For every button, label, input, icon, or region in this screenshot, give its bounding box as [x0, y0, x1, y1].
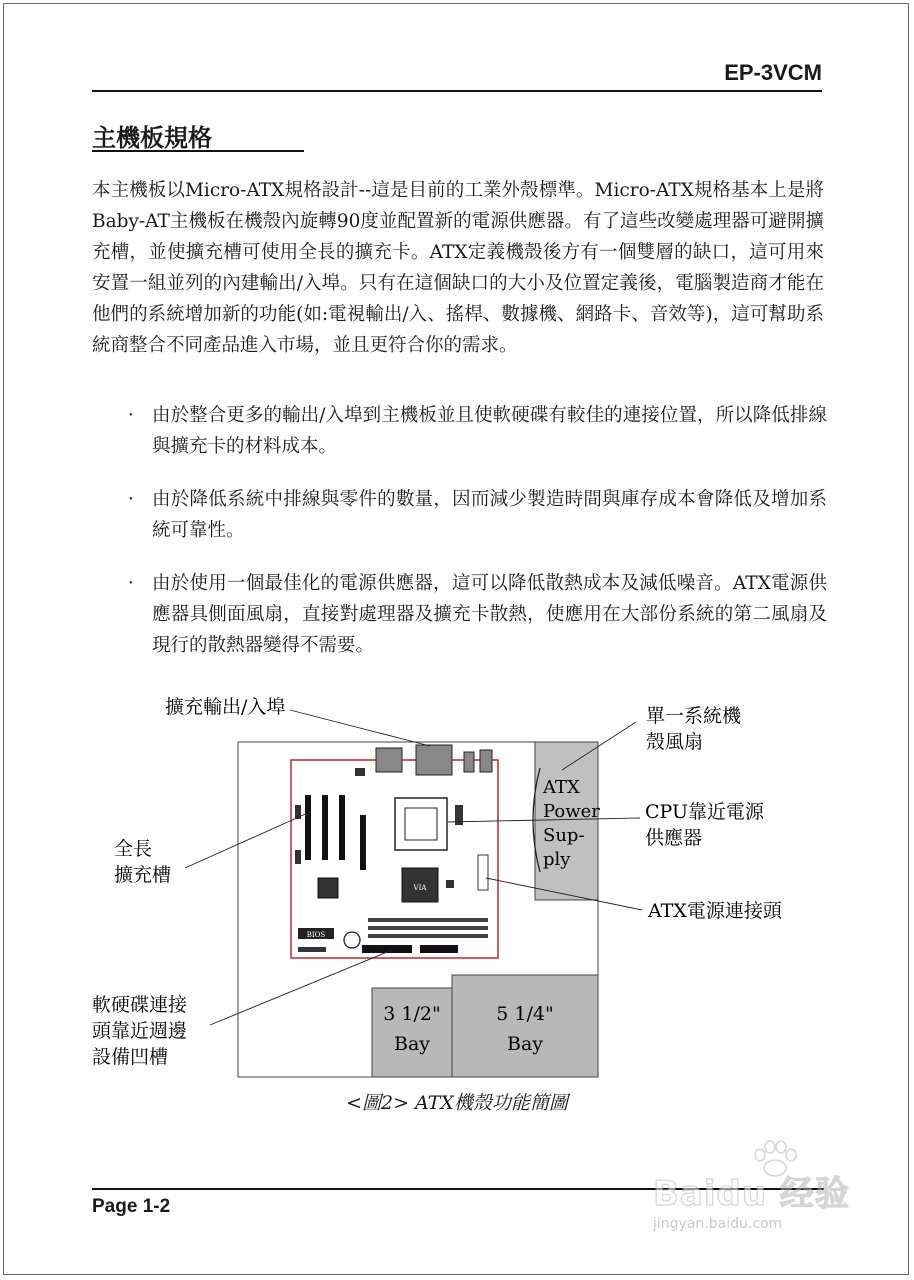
label-cpu: 供應器 — [645, 827, 703, 849]
section-title: 主機板規格 — [92, 124, 212, 152]
list-item-text: 由於使用一個最佳化的電源供應器，這可以降低散熱成本及減低噪音。ATX電源供應器具側面風扇，直接對處理器及擴充卡散熱，使應用在大部份系統的第二風扇及現行的散熱器變得不需要。 — [152, 573, 827, 656]
bios-chip-label: BIOS — [306, 931, 326, 939]
bullet-marker: · — [128, 405, 134, 426]
watermark — [645, 1138, 865, 1248]
io-port-connector — [416, 745, 452, 775]
io-port-connector — [464, 752, 474, 772]
label-floppy: 設備凹槽 — [92, 1046, 169, 1068]
psu-label-line: Sup- — [543, 825, 585, 846]
watermark-brand: Baidu 经验 — [653, 1174, 850, 1214]
board-component — [295, 850, 301, 864]
battery — [344, 932, 360, 948]
list-item — [92, 400, 827, 462]
label-slots: 擴充槽 — [114, 864, 172, 886]
intro-paragraph: 本主機板以Micro-ATX規格設計--這是目前的工業外殼標準。Micro-ATX規格基本上是將Baby-AT主機板在機殼內旋轉90度並配置新的電源供應器。有了這些改變處理器可避開擴充槽，並使擴充槽可使用全長的擴充卡。ATX定義機殼後方有一個雙層的缺口，這可用來安置一組並列的內建輸出/入埠。只有在這個缺口的大小及位置定義後，電腦製造商才能在他們的系統增加新的功能(如:電視輸出/入、搖桿、數據機、網路卡、音效等)，這可幫助系統商整合不同產品進入市場，並且更符合你的需求。 — [92, 180, 824, 356]
label-case-fan: 單一系統機 — [646, 705, 742, 727]
memory-slot — [368, 926, 488, 930]
memory-slot — [368, 934, 488, 938]
floppy-connector — [420, 945, 458, 953]
expansion-slot — [322, 795, 328, 860]
list-item — [92, 568, 827, 661]
figure-caption: <圖2> ATX機殼功能簡圖 — [346, 1092, 568, 1114]
label-slots: 全長 — [114, 838, 153, 860]
bullet-marker: · — [128, 573, 134, 594]
board-component — [446, 880, 454, 888]
io-port-connector — [376, 748, 402, 772]
cpu-socket-inner — [405, 808, 437, 840]
psu-label-line: ATX — [543, 777, 580, 798]
via-chip-label: VIA — [413, 884, 427, 892]
model-name: EP-3VCM — [724, 60, 822, 85]
label-power-connector: ATX電源連接頭 — [648, 900, 782, 922]
bay-small-size: 3 1/2" — [383, 1003, 441, 1025]
expansion-slot — [360, 815, 366, 870]
header-rule — [92, 90, 822, 92]
list-item-text: 由於整合更多的輸出/入埠到主機板並且使軟硬碟有較佳的連接位置，所以降低排線與擴充卡的材料成本。 — [152, 405, 827, 457]
io-port-connector — [480, 750, 492, 772]
label-floppy: 頭靠近週邊 — [92, 1020, 188, 1042]
bullet-marker: · — [128, 489, 134, 510]
psu-label-line: ply — [543, 849, 571, 870]
psu-label-line: Power — [543, 801, 600, 822]
bay-5-25 — [452, 975, 598, 1077]
label-io-ports: 擴充輸出/入埠 — [165, 696, 286, 718]
list-item — [92, 484, 827, 546]
expansion-slot — [339, 795, 345, 860]
bay-large-size: 5 1/4" — [496, 1003, 554, 1025]
atx-power-header — [478, 855, 488, 890]
expansion-slot — [305, 795, 311, 860]
label-cpu: CPU靠近電源 — [645, 801, 765, 823]
board-component — [355, 768, 365, 776]
south-bridge-chip — [318, 878, 338, 898]
bay-small-label: Bay — [393, 1033, 431, 1055]
page-number: Page 1-2 — [92, 1196, 171, 1217]
label-floppy: 軟硬碟連接 — [92, 994, 188, 1016]
watermark-url: jingyan.baidu.com — [653, 1216, 783, 1232]
label-case-fan: 殼風扇 — [646, 731, 704, 753]
bay-large-label: Bay — [506, 1033, 544, 1055]
title-underline — [92, 150, 304, 152]
board-component — [298, 947, 326, 952]
benefit-list — [92, 400, 827, 683]
list-item-text: 由於降低系統中排線與零件的數量，因而減少製造時間與庫存成本會降低及增加系統可靠性。 — [152, 489, 827, 541]
memory-slot — [368, 918, 488, 922]
